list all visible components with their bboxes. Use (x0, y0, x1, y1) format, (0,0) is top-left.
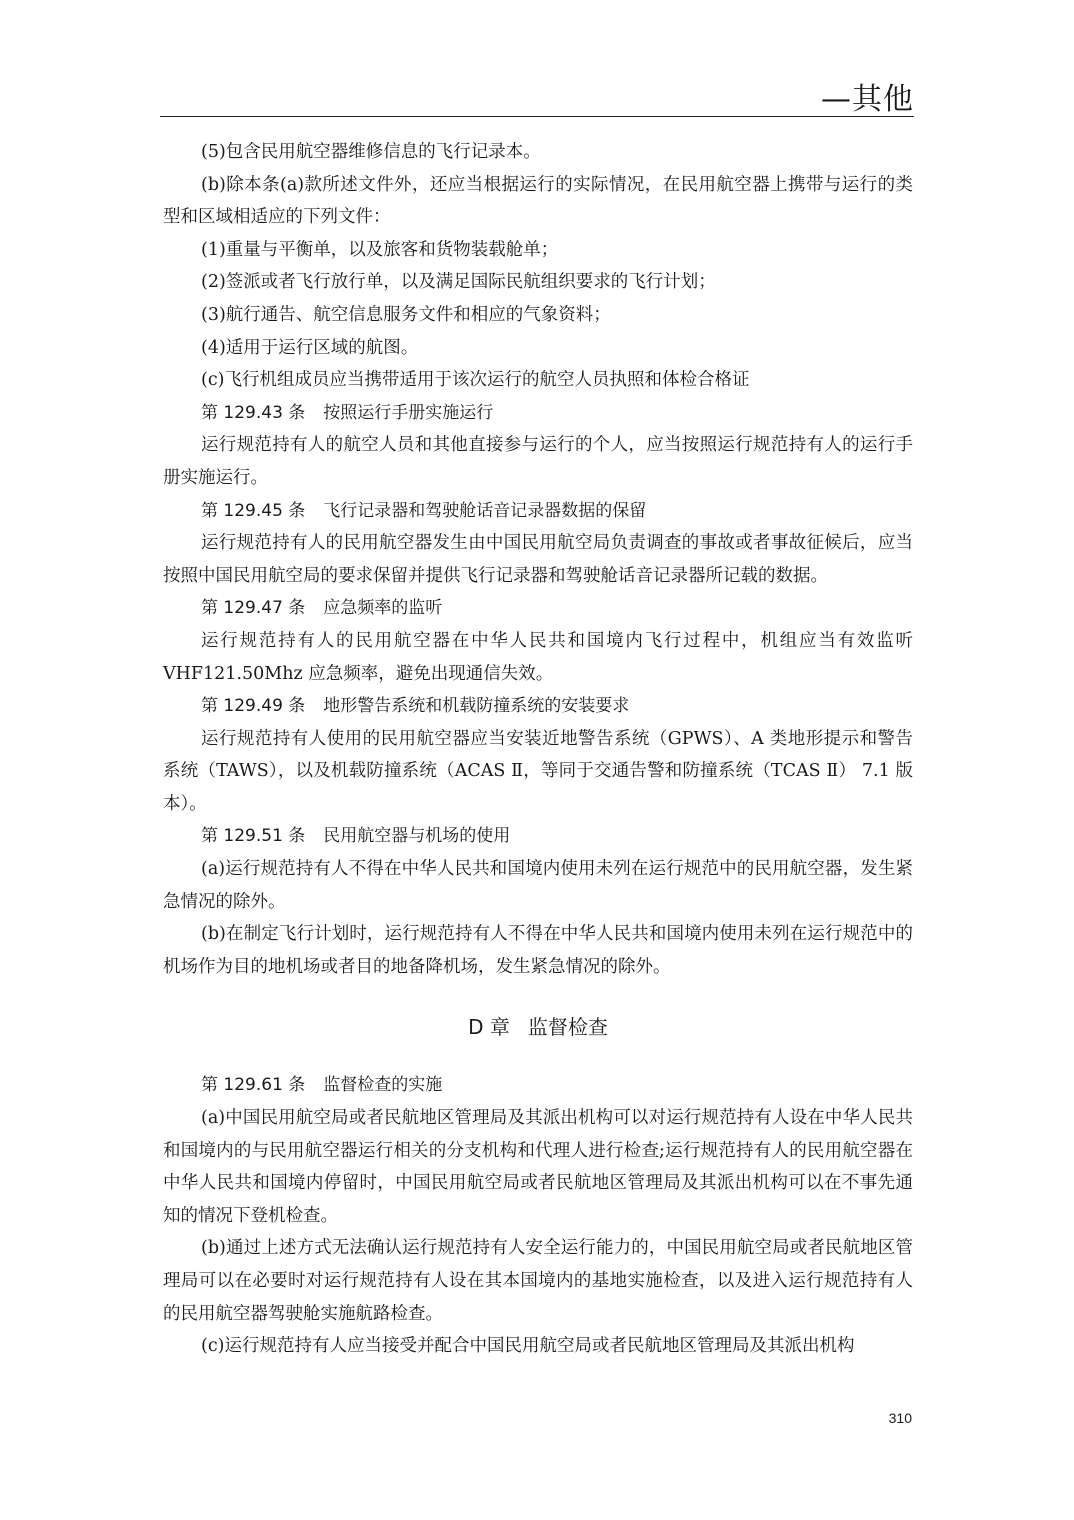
paragraph: (5)包含民用航空器维修信息的飞行记录本。 (201, 142, 541, 162)
article-number: 第 129.51 条 (201, 826, 306, 847)
chapter-heading (163, 1005, 913, 1049)
paragraph: 运行规范持有人的民用航空器发生由中国民用航空局负责调查的事故或者事故征候后，应当按照中国民用航空局的要求保留并提供飞行记录器和驾驶舱话音记录器所记载的数据。 (163, 533, 913, 586)
article-heading (163, 495, 913, 528)
paragraph: (4)适用于运行区域的航图。 (201, 337, 419, 358)
paragraph: (c)飞行机组成员应当携带适用于该次运行的航空人员执照和体检合格证 (201, 370, 750, 391)
article-title: 按照运行手册实施运行 (323, 402, 494, 423)
paragraph: (2)签派或者飞行放行单，以及满足国际民航组织要求的飞行计划； (201, 272, 716, 293)
paragraph: (a)中国民用航空局或者民航地区管理局及其派出机构可以对运行规范持有人设在中华人民共和国境内的与民用航空器运行相关的分支机构和代理人进行检查;运行规范持有人的民用航空器在中华人民共和国境内停留时，中国民用航空局或者民航地区管理局及其派出机构可以在不事先通知的情况下登机检查。 (163, 1108, 913, 1226)
article-heading (163, 820, 913, 853)
article-title: 应急频率的监听 (323, 598, 443, 619)
article-title: 监督检查的实施 (323, 1075, 443, 1096)
page-number: 310 (888, 1410, 912, 1426)
chapter-number: D 章 (468, 1015, 510, 1040)
article-number: 第 129.45 条 (201, 500, 306, 521)
article-heading (163, 592, 913, 625)
paragraph: 运行规范持有人的航空人员和其他直接参与运行的个人，应当按照运行规范持有人的运行手册实施运行。 (163, 435, 913, 488)
article-title: 地形警告系统和机载防撞系统的安装要求 (323, 696, 630, 717)
paragraph: (a)运行规范持有人不得在中华人民共和国境内使用未列在运行规范中的民用航空器，发生紧急情况的除外。 (163, 859, 913, 912)
paragraph: (b)通过上述方式无法确认运行规范持有人安全运行能力的，中国民用航空局或者民航地区管理局可以在必要时对运行规范持有人设在其本国境内的基地实施检查，以及进入运行规范持有人的民用航空器驾驶舱实施航路检查。 (163, 1238, 913, 1324)
paragraph: (1)重量与平衡单，以及旅客和货物装载舱单； (201, 239, 559, 260)
paragraph: 运行规范持有人的民用航空器在中华人民共和国境内飞行过程中，机组应当有效监听VHF121.50Mhz 应急频率，避免出现通信失效。 (163, 630, 913, 684)
article-heading (163, 1069, 913, 1102)
paragraph: (3)航行通告、航空信息服务文件和相应的气象资料； (201, 304, 611, 325)
paragraph: 运行规范持有人使用的民用航空器应当安装近地警告系统（GPWS）、A 类地形提示和警告系统（TAWS），以及机载防撞系统（ACAS Ⅱ，等同于交通告警和防撞系统（TCAS Ⅱ） 7.1 版本）。 (163, 728, 913, 814)
article-number: 第 129.47 条 (201, 598, 306, 619)
article-number: 第 129.49 条 (201, 696, 306, 717)
header-divider (160, 116, 914, 117)
article-title: 民用航空器与机场的使用 (323, 826, 511, 847)
paragraph: (c)运行规范持有人应当接受并配合中国民用航空局或者民航地区管理局及其派出机构 (201, 1336, 855, 1357)
paragraph: (b)除本条(a)款所述文件外，还应当根据运行的实际情况，在民用航空器上携带与运行的类型和区域相适应的下列文件： (163, 174, 913, 228)
article-number: 第 129.61 条 (201, 1075, 306, 1096)
article-number: 第 129.43 条 (201, 402, 306, 423)
chapter-title: 监督检查 (527, 1015, 608, 1040)
article-title: 飞行记录器和驾驶舱话音记录器数据的保留 (323, 500, 647, 521)
article-heading (163, 397, 913, 430)
article-heading (163, 690, 913, 723)
document-body (163, 136, 913, 1363)
header-title: —其他 (821, 82, 914, 117)
paragraph: (b)在制定飞行计划时，运行规范持有人不得在中华人民共和国境内使用未列在运行规范中的机场作为目的地机场或者目的地备降机场，发生紧急情况的除外。 (163, 924, 913, 977)
